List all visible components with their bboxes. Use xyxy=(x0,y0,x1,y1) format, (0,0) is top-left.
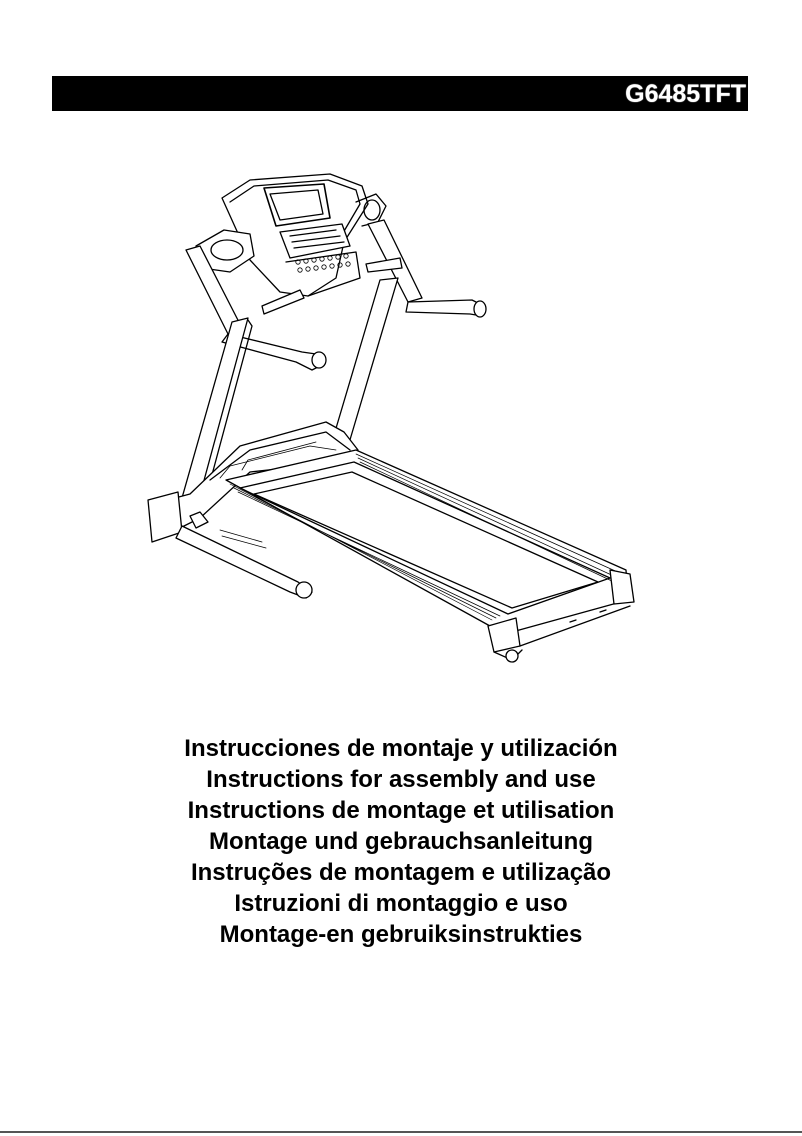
title-french: Instructions de montage et utilisation xyxy=(187,797,615,824)
bottom-divider xyxy=(0,1131,802,1133)
title-german: Montage und gebrauchsanleitung xyxy=(208,828,593,855)
treadmill-illustration xyxy=(130,150,650,670)
model-banner xyxy=(52,76,748,111)
model-code: G6485TFT xyxy=(625,80,746,108)
title-portuguese: Instruções de montagem e utilização xyxy=(190,859,612,886)
manual-titles xyxy=(0,733,802,950)
treadmill-icon xyxy=(130,150,650,670)
title-spanish: Instrucciones de montaje y utilización xyxy=(184,735,618,762)
title-italian: Istruzioni di montaggio e uso xyxy=(234,890,568,917)
title-english: Instructions for assembly and use xyxy=(206,766,596,793)
title-dutch: Montage-en gebruiksinstrukties xyxy=(219,921,583,948)
